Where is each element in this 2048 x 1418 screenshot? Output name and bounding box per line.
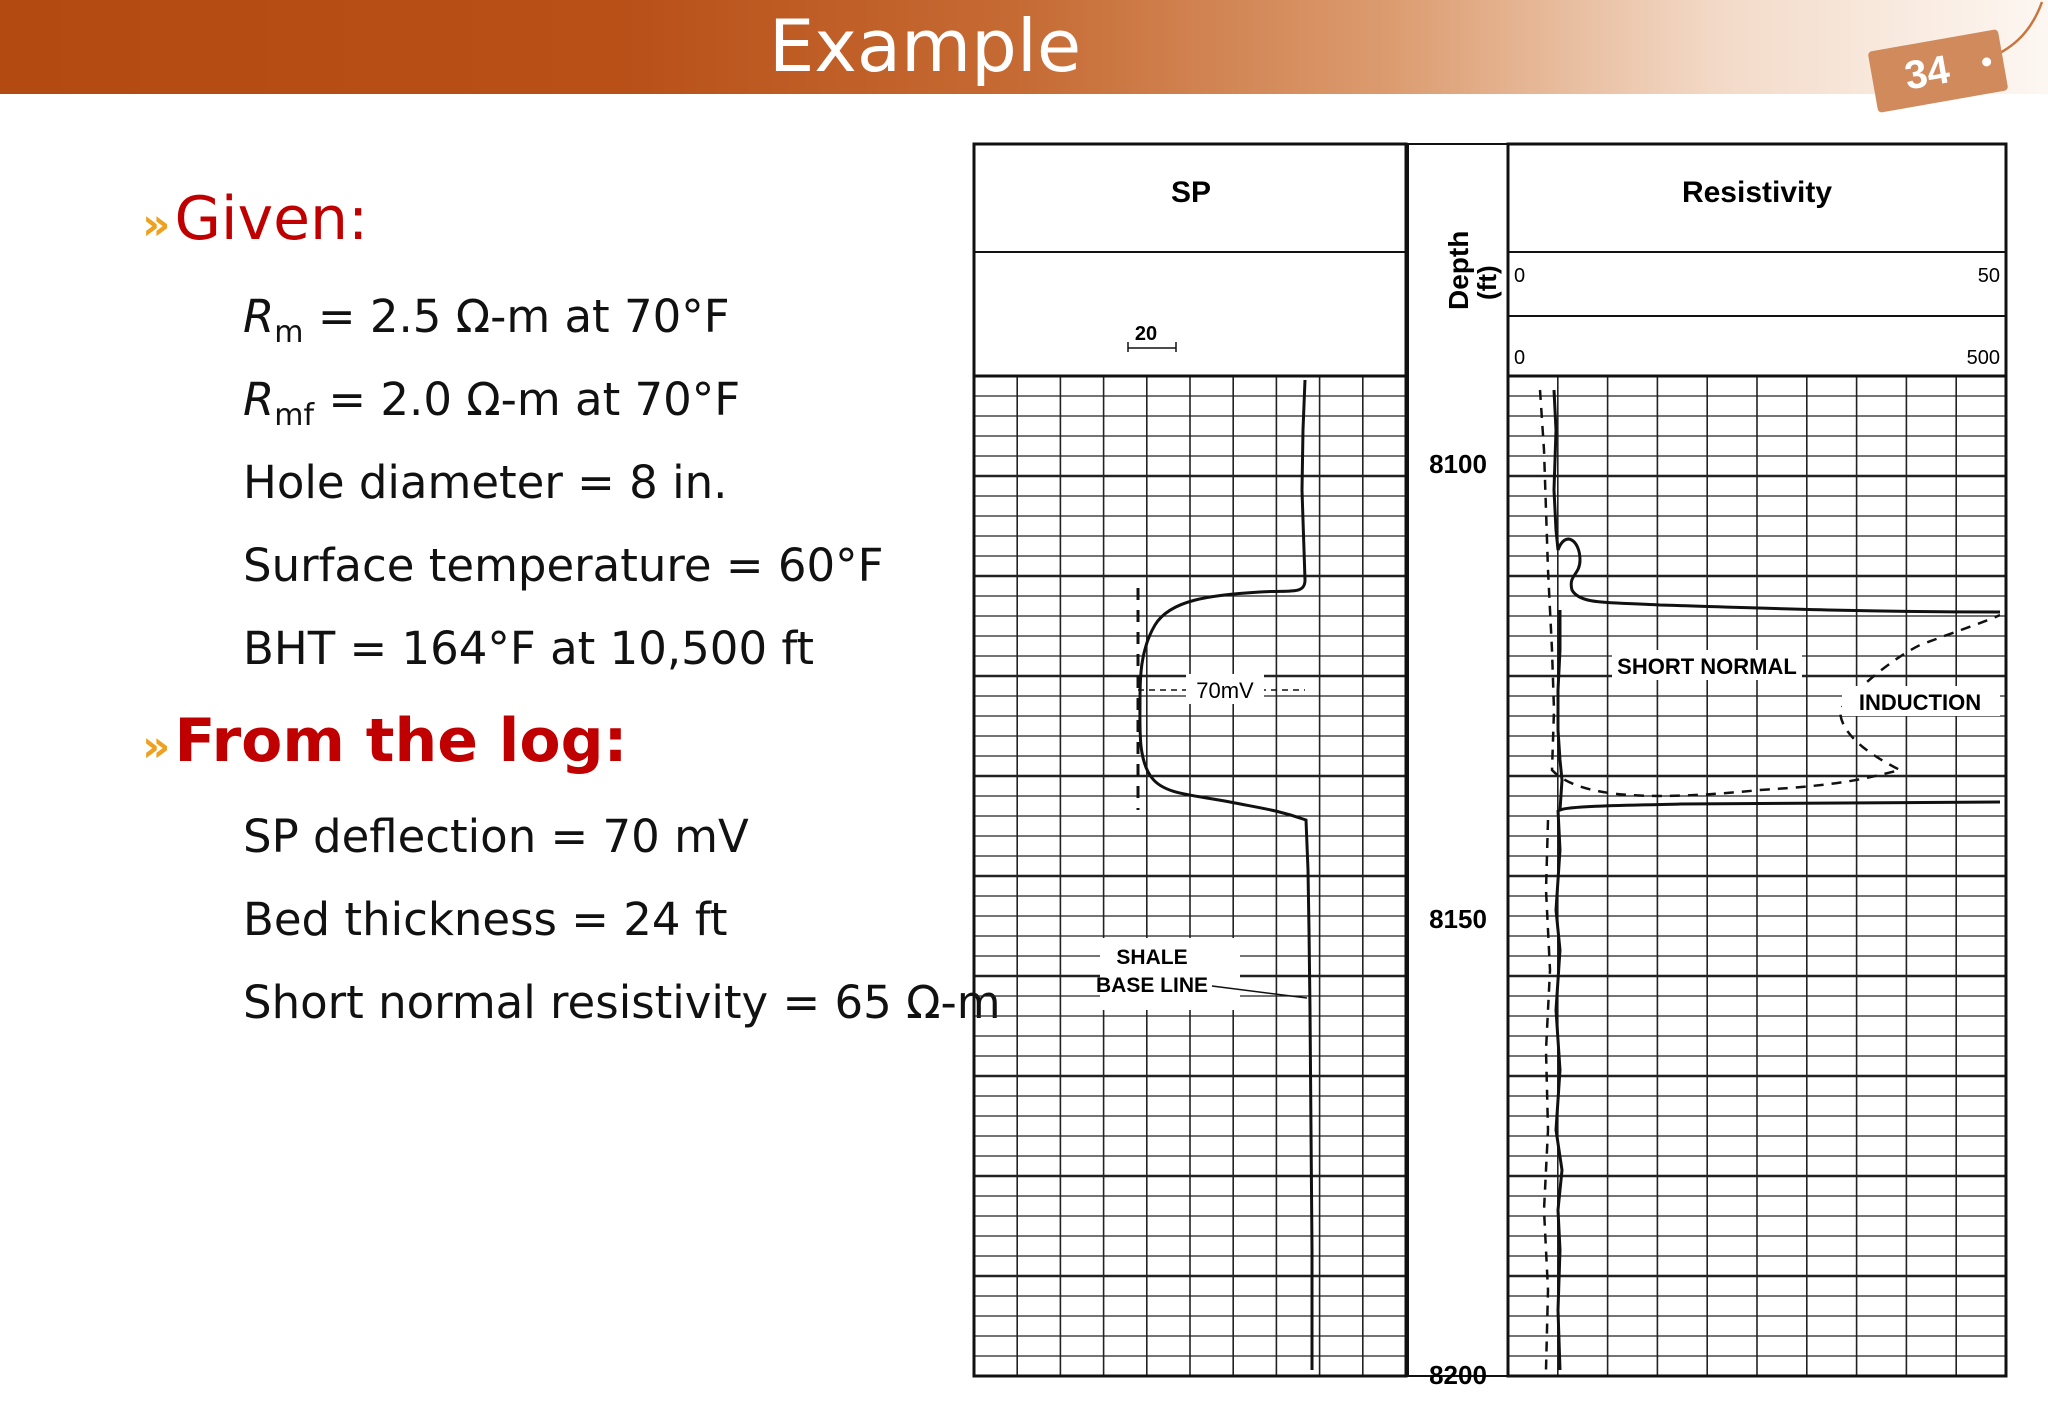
res-scale-top-right: 50 xyxy=(1977,265,2000,287)
res-scale-bottom-right: 500 xyxy=(1966,347,2000,369)
shale-label-1: SHALE xyxy=(1116,946,1188,969)
sp-deflection-label: 70mV xyxy=(1196,678,1254,703)
depth-unit: (ft) xyxy=(1472,265,1502,300)
depth-label-8100: 8100 xyxy=(1429,449,1487,479)
induction-label: INDUCTION xyxy=(1858,690,1982,715)
bullet-chevron-icon: » xyxy=(142,199,171,250)
resistivity-header: Resistivity xyxy=(1681,176,1833,209)
given-line-surface-temperature: Surface temperature = 60°F xyxy=(243,539,884,592)
given-line-rmf: $R_{mf} = 2.0$ Ω-m at 70°F xyxy=(243,373,741,433)
from-log-heading: »From the log: xyxy=(142,706,628,776)
well-log-figure xyxy=(960,130,2020,1390)
induction-curve xyxy=(1540,390,2000,1370)
bullet-chevron-icon: » xyxy=(142,721,171,772)
title-bar xyxy=(0,0,2048,94)
slide-title: Example xyxy=(768,4,1082,88)
log-line-short-normal: Short normal resistivity = 65 Ω-m xyxy=(243,976,1001,1029)
given-line-rm: $R_m = 2.5$ Ω-m at 70°F xyxy=(243,290,730,350)
log-line-bed-thickness: Bed thickness = 24 ft xyxy=(243,893,728,946)
depth-header: Depth xyxy=(1443,230,1474,310)
resistivity-track-grid xyxy=(1508,376,2006,1376)
given-heading: »Given: xyxy=(142,184,369,254)
log-line-sp-deflection: SP deflection = 70 mV xyxy=(243,810,749,863)
depth-label-8150: 8150 xyxy=(1429,904,1487,934)
short-normal-curve xyxy=(1554,390,2000,1370)
short-normal-label: SHORT NORMAL xyxy=(1617,654,1797,679)
sp-track-grid xyxy=(974,376,1406,1376)
depth-track-frame xyxy=(1408,144,1508,1376)
shale-label-2: BASE LINE xyxy=(1095,974,1209,997)
sp-scale-label: 20 xyxy=(1134,323,1158,345)
sp-header: SP xyxy=(1170,176,1212,209)
given-line-hole-diameter: Hole diameter = 8 in. xyxy=(243,456,728,509)
slide-number: 34 xyxy=(1901,47,1953,99)
tag-hole-icon xyxy=(1981,57,1991,67)
res-scale-top-left: 0 xyxy=(1514,265,1526,287)
res-scale-bottom-left: 0 xyxy=(1514,347,1526,369)
depth-label-8200: 8200 xyxy=(1429,1360,1487,1390)
given-line-bht: BHT = 164°F at 10,500 ft xyxy=(243,622,815,675)
